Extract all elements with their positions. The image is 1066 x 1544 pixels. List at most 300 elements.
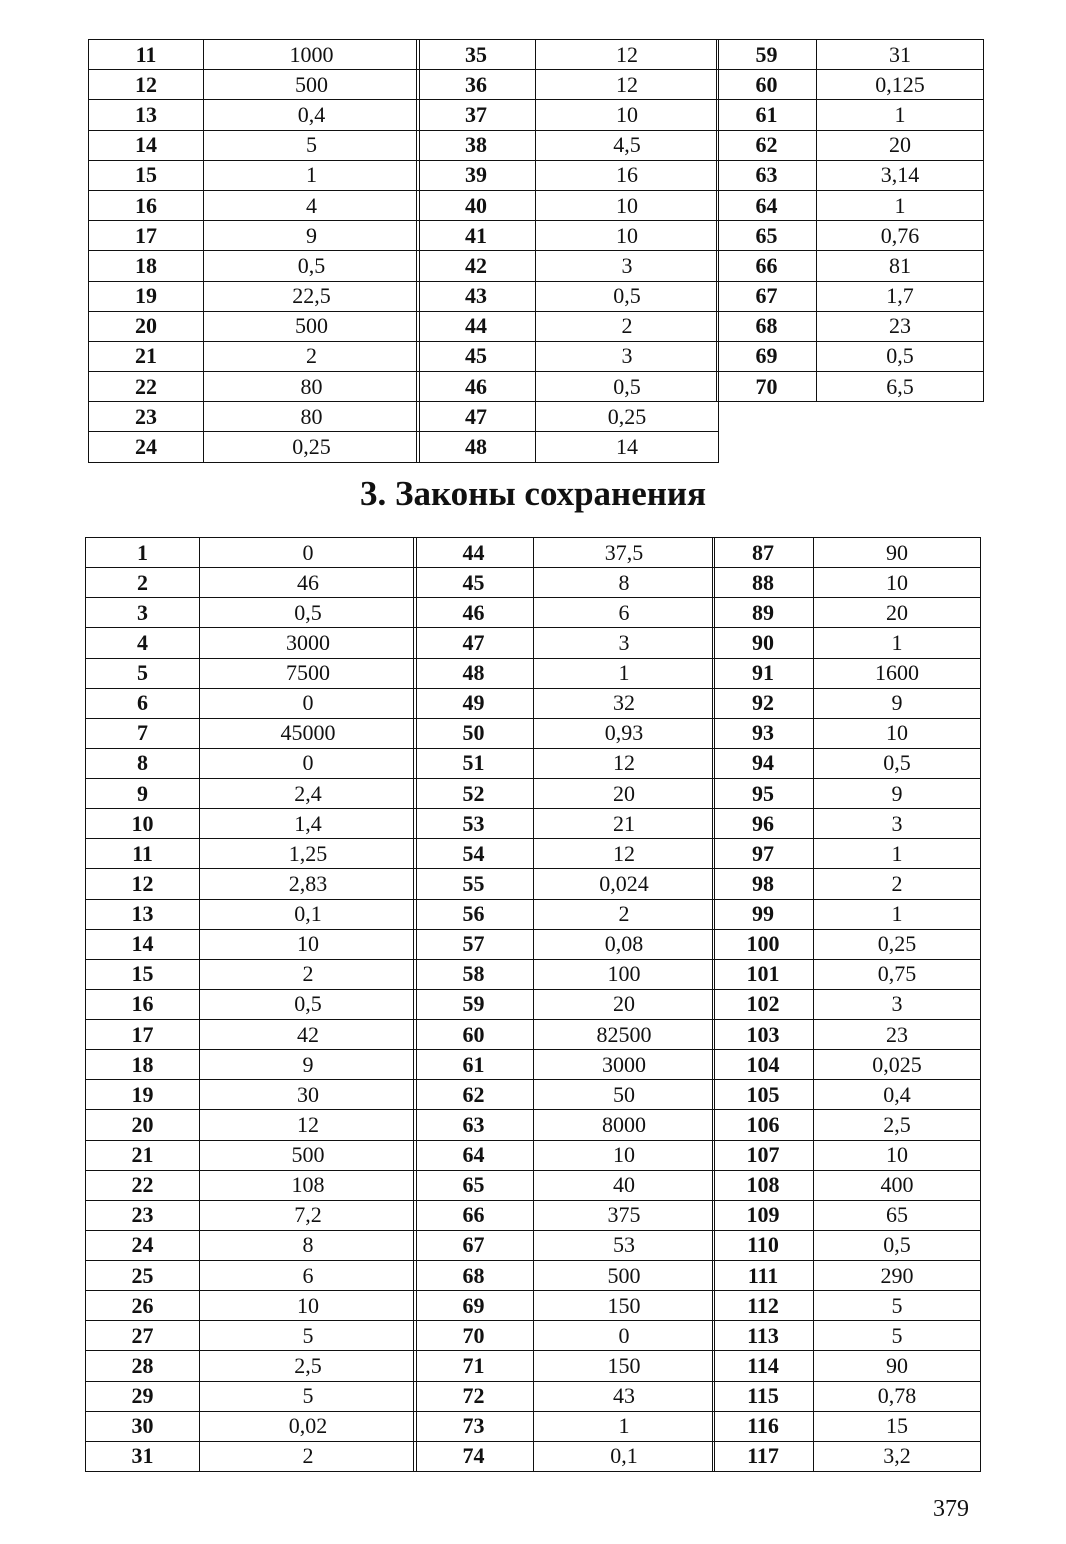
- problem-number: 40: [417, 190, 536, 220]
- answer-row: [86, 748, 417, 778]
- problem-number: 65: [717, 221, 817, 251]
- answer-value: 40: [534, 1170, 715, 1200]
- problem-number: 104: [713, 1050, 814, 1080]
- answer-row: [713, 1230, 981, 1260]
- answer-row: [89, 311, 420, 341]
- problem-number: 98: [713, 869, 814, 899]
- answer-row: [417, 281, 719, 311]
- problem-number: 56: [414, 899, 534, 929]
- answer-value: 1: [534, 658, 715, 688]
- answer-row: [86, 899, 417, 929]
- answer-row: [414, 1411, 715, 1441]
- problem-number: 59: [717, 40, 817, 70]
- problem-number: 73: [414, 1411, 534, 1441]
- answer-value: 3: [534, 628, 715, 658]
- problem-number: 60: [414, 1020, 534, 1050]
- answers-table: [88, 39, 420, 463]
- answer-value: 400: [814, 1170, 981, 1200]
- problem-number: 115: [713, 1381, 814, 1411]
- answer-row: [717, 70, 984, 100]
- answers-table: [85, 537, 417, 1472]
- problem-number: 114: [713, 1351, 814, 1381]
- answer-row: [86, 1441, 417, 1471]
- problem-number: 21: [89, 341, 204, 371]
- problem-number: 24: [86, 1230, 200, 1260]
- answer-row: [89, 341, 420, 371]
- problem-number: 14: [89, 130, 204, 160]
- answer-value: 80: [204, 402, 420, 432]
- problem-number: 89: [713, 598, 814, 628]
- answer-row: [713, 779, 981, 809]
- answer-value: 20: [534, 779, 715, 809]
- problem-number: 47: [414, 628, 534, 658]
- answer-value: 10: [814, 568, 981, 598]
- answer-value: 20: [814, 598, 981, 628]
- answer-row: [414, 1351, 715, 1381]
- problem-number: 66: [717, 251, 817, 281]
- answer-value: 2: [536, 311, 719, 341]
- previous-answers-column-2: [416, 39, 719, 463]
- answer-row: [89, 402, 420, 432]
- answer-value: 500: [204, 70, 420, 100]
- answer-row: [414, 989, 715, 1019]
- answer-row: [86, 598, 417, 628]
- answer-row: [89, 100, 420, 130]
- answer-row: [86, 1050, 417, 1080]
- answer-row: [417, 130, 719, 160]
- problem-number: 37: [417, 100, 536, 130]
- answer-value: 20: [817, 130, 984, 160]
- problem-number: 99: [713, 899, 814, 929]
- problem-number: 90: [713, 628, 814, 658]
- answer-value: 0,5: [204, 251, 420, 281]
- problem-number: 62: [717, 130, 817, 160]
- answer-value: 500: [200, 1140, 417, 1170]
- answer-row: [713, 1050, 981, 1080]
- answer-value: 4,5: [536, 130, 719, 160]
- problem-number: 29: [86, 1381, 200, 1411]
- answer-value: 14: [536, 432, 719, 462]
- problem-number: 69: [717, 341, 817, 371]
- answer-value: 42: [200, 1020, 417, 1050]
- problem-number: 108: [713, 1170, 814, 1200]
- answer-row: [414, 1080, 715, 1110]
- problem-number: 14: [86, 929, 200, 959]
- answer-value: 10: [814, 1140, 981, 1170]
- problem-number: 23: [89, 402, 204, 432]
- problem-number: 41: [417, 221, 536, 251]
- problem-number: 6: [86, 688, 200, 718]
- answer-value: 290: [814, 1261, 981, 1291]
- problem-number: 55: [414, 869, 534, 899]
- problem-number: 45: [417, 341, 536, 371]
- problem-number: 13: [89, 100, 204, 130]
- answer-value: 12: [534, 748, 715, 778]
- answer-row: [713, 899, 981, 929]
- answer-row: [86, 839, 417, 869]
- answer-row: [713, 1170, 981, 1200]
- answer-row: [86, 1381, 417, 1411]
- answer-row: [713, 1321, 981, 1351]
- problem-number: 45: [414, 568, 534, 598]
- answer-row: [86, 1200, 417, 1230]
- problem-number: 71: [414, 1351, 534, 1381]
- answer-row: [86, 688, 417, 718]
- answer-value: 2,5: [814, 1110, 981, 1140]
- answer-row: [86, 568, 417, 598]
- problem-number: 35: [417, 40, 536, 70]
- problem-number: 28: [86, 1351, 200, 1381]
- previous-answers-column-3: [716, 39, 984, 402]
- answer-row: [414, 1441, 715, 1471]
- answer-value: 30: [200, 1080, 417, 1110]
- answer-row: [86, 869, 417, 899]
- problem-number: 67: [717, 281, 817, 311]
- answer-value: 3000: [534, 1050, 715, 1080]
- problem-number: 18: [89, 251, 204, 281]
- answer-value: 0,024: [534, 869, 715, 899]
- answer-row: [414, 1261, 715, 1291]
- answer-value: 8: [200, 1230, 417, 1260]
- answer-value: 2: [814, 869, 981, 899]
- answer-value: 45000: [200, 718, 417, 748]
- problem-number: 2: [86, 568, 200, 598]
- problem-number: 60: [717, 70, 817, 100]
- answer-value: 1: [814, 899, 981, 929]
- answer-value: 0: [534, 1321, 715, 1351]
- problem-number: 31: [86, 1441, 200, 1471]
- answer-row: [713, 989, 981, 1019]
- answer-value: 0,125: [817, 70, 984, 100]
- answer-value: 3000: [200, 628, 417, 658]
- answer-row: [417, 432, 719, 462]
- problem-number: 70: [414, 1321, 534, 1351]
- problem-number: 64: [717, 190, 817, 220]
- problem-number: 109: [713, 1200, 814, 1230]
- answer-value: 12: [200, 1110, 417, 1140]
- answer-value: 10: [536, 100, 719, 130]
- problem-number: 20: [89, 311, 204, 341]
- answer-row: [713, 1291, 981, 1321]
- answer-row: [713, 748, 981, 778]
- answer-value: 8000: [534, 1110, 715, 1140]
- answer-value: 0,5: [536, 372, 719, 402]
- answer-row: [414, 779, 715, 809]
- answer-value: 1600: [814, 658, 981, 688]
- answer-value: 0,4: [204, 100, 420, 130]
- answer-row: [86, 628, 417, 658]
- problem-number: 68: [414, 1261, 534, 1291]
- problem-number: 8: [86, 748, 200, 778]
- problem-number: 110: [713, 1230, 814, 1260]
- answer-value: 8: [534, 568, 715, 598]
- answer-value: 10: [814, 718, 981, 748]
- answer-value: 90: [814, 538, 981, 568]
- answer-row: [86, 1261, 417, 1291]
- answer-value: 3,2: [814, 1441, 981, 1471]
- answer-row: [417, 341, 719, 371]
- problem-number: 103: [713, 1020, 814, 1050]
- answer-value: 6: [534, 598, 715, 628]
- answers-table: [712, 537, 981, 1472]
- answer-row: [414, 658, 715, 688]
- problem-number: 30: [86, 1411, 200, 1441]
- answer-row: [713, 1140, 981, 1170]
- answer-value: 5: [204, 130, 420, 160]
- answer-value: 10: [534, 1140, 715, 1170]
- answer-row: [86, 718, 417, 748]
- answer-row: [713, 1381, 981, 1411]
- answer-value: 6: [200, 1261, 417, 1291]
- answer-row: [89, 160, 420, 190]
- answer-value: 3: [814, 809, 981, 839]
- problem-number: 27: [86, 1321, 200, 1351]
- problem-number: 19: [86, 1080, 200, 1110]
- problem-number: 23: [86, 1200, 200, 1230]
- answer-row: [414, 899, 715, 929]
- problem-number: 38: [417, 130, 536, 160]
- conservation-answers-column-3: [712, 537, 981, 1472]
- answer-row: [717, 40, 984, 70]
- problem-number: 61: [414, 1050, 534, 1080]
- answer-row: [414, 1110, 715, 1140]
- answer-value: 9: [814, 688, 981, 718]
- answer-value: 0: [200, 538, 417, 568]
- problem-number: 95: [713, 779, 814, 809]
- answer-value: 65: [814, 1200, 981, 1230]
- problem-number: 4: [86, 628, 200, 658]
- problem-number: 69: [414, 1291, 534, 1321]
- answer-row: [89, 372, 420, 402]
- problem-number: 11: [86, 839, 200, 869]
- answer-value: 0,5: [814, 748, 981, 778]
- problem-number: 61: [717, 100, 817, 130]
- answer-row: [414, 1050, 715, 1080]
- problem-number: 87: [713, 538, 814, 568]
- answer-value: 500: [534, 1261, 715, 1291]
- answer-row: [713, 1441, 981, 1471]
- previous-answers-column-1: [88, 39, 420, 463]
- answer-row: [717, 372, 984, 402]
- answer-row: [89, 251, 420, 281]
- answer-value: 2: [200, 959, 417, 989]
- problem-number: 20: [86, 1110, 200, 1140]
- answer-value: 0,5: [200, 989, 417, 1019]
- answer-row: [89, 281, 420, 311]
- answer-row: [717, 281, 984, 311]
- answer-value: 3: [536, 341, 719, 371]
- problem-number: 64: [414, 1140, 534, 1170]
- answer-row: [713, 959, 981, 989]
- answer-value: 32: [534, 688, 715, 718]
- answer-value: 150: [534, 1291, 715, 1321]
- problem-number: 106: [713, 1110, 814, 1140]
- answer-value: 53: [534, 1230, 715, 1260]
- problem-number: 15: [86, 959, 200, 989]
- answer-value: 1,4: [200, 809, 417, 839]
- answer-row: [417, 251, 719, 281]
- answer-row: [86, 1230, 417, 1260]
- answer-row: [86, 658, 417, 688]
- answer-value: 12: [534, 839, 715, 869]
- answer-row: [414, 809, 715, 839]
- problem-number: 97: [713, 839, 814, 869]
- answer-row: [414, 748, 715, 778]
- problem-number: 51: [414, 748, 534, 778]
- answers-table: [416, 39, 719, 463]
- answers-table: [413, 537, 715, 1472]
- problem-number: 116: [713, 1411, 814, 1441]
- answer-row: [417, 311, 719, 341]
- answer-row: [417, 100, 719, 130]
- problem-number: 48: [417, 432, 536, 462]
- answer-row: [417, 372, 719, 402]
- problem-number: 92: [713, 688, 814, 718]
- answer-row: [89, 130, 420, 160]
- problem-number: 102: [713, 989, 814, 1019]
- answer-row: [713, 1200, 981, 1230]
- page-number: 379: [933, 1496, 969, 1522]
- answer-row: [713, 1110, 981, 1140]
- answer-value: 43: [534, 1381, 715, 1411]
- problem-number: 24: [89, 432, 204, 462]
- answer-row: [414, 1230, 715, 1260]
- answer-row: [717, 251, 984, 281]
- answer-row: [713, 538, 981, 568]
- answer-value: 5: [814, 1291, 981, 1321]
- answer-value: 1: [814, 628, 981, 658]
- answer-row: [713, 1261, 981, 1291]
- answer-row: [86, 1321, 417, 1351]
- problem-number: 25: [86, 1261, 200, 1291]
- problem-number: 113: [713, 1321, 814, 1351]
- answer-row: [86, 959, 417, 989]
- problem-number: 13: [86, 899, 200, 929]
- answer-value: 5: [200, 1321, 417, 1351]
- answer-value: 0,025: [814, 1050, 981, 1080]
- problem-number: 72: [414, 1381, 534, 1411]
- answer-row: [713, 869, 981, 899]
- problem-number: 93: [713, 718, 814, 748]
- answer-row: [86, 989, 417, 1019]
- answer-row: [86, 809, 417, 839]
- problem-number: 10: [86, 809, 200, 839]
- answer-value: 1: [817, 190, 984, 220]
- problem-number: 100: [713, 929, 814, 959]
- section-title: 3. Законы сохранения: [359, 474, 707, 513]
- answer-row: [713, 1411, 981, 1441]
- answer-value: 0: [200, 688, 417, 718]
- problem-number: 17: [86, 1020, 200, 1050]
- answer-row: [713, 568, 981, 598]
- answer-row: [86, 1140, 417, 1170]
- answer-row: [89, 221, 420, 251]
- answer-row: [717, 190, 984, 220]
- answer-value: 1: [814, 839, 981, 869]
- problem-number: 26: [86, 1291, 200, 1321]
- answer-row: [717, 100, 984, 130]
- answer-value: 9: [814, 779, 981, 809]
- problem-number: 88: [713, 568, 814, 598]
- problem-number: 63: [717, 160, 817, 190]
- problem-number: 39: [417, 160, 536, 190]
- answer-row: [414, 1291, 715, 1321]
- answer-value: 0,93: [534, 718, 715, 748]
- answer-row: [713, 718, 981, 748]
- problem-number: 11: [89, 40, 204, 70]
- answer-value: 0,25: [204, 432, 420, 462]
- answer-value: 375: [534, 1200, 715, 1230]
- answers-table: [716, 39, 984, 402]
- answer-value: 22,5: [204, 281, 420, 311]
- answer-value: 1: [204, 160, 420, 190]
- problem-number: 44: [414, 538, 534, 568]
- problem-number: 63: [414, 1110, 534, 1140]
- problem-number: 46: [417, 372, 536, 402]
- answer-row: [713, 1020, 981, 1050]
- answer-row: [414, 598, 715, 628]
- answer-value: 9: [200, 1050, 417, 1080]
- problem-number: 22: [89, 372, 204, 402]
- answer-row: [417, 190, 719, 220]
- answer-row: [89, 40, 420, 70]
- answer-value: 10: [536, 190, 719, 220]
- answer-row: [713, 809, 981, 839]
- answer-row: [417, 160, 719, 190]
- answer-value: 46: [200, 568, 417, 598]
- problem-number: 70: [717, 372, 817, 402]
- answer-row: [713, 1351, 981, 1381]
- answer-row: [414, 718, 715, 748]
- answer-row: [414, 839, 715, 869]
- answer-row: [414, 1020, 715, 1050]
- answer-row: [86, 929, 417, 959]
- answer-value: 3: [536, 251, 719, 281]
- answer-value: 12: [536, 40, 719, 70]
- answer-value: 23: [817, 311, 984, 341]
- answer-value: 100: [534, 959, 715, 989]
- problem-number: 68: [717, 311, 817, 341]
- answer-value: 2,4: [200, 779, 417, 809]
- answer-row: [89, 70, 420, 100]
- problem-number: 67: [414, 1230, 534, 1260]
- answer-value: 0,1: [534, 1441, 715, 1471]
- answer-value: 0: [200, 748, 417, 778]
- answer-value: 82500: [534, 1020, 715, 1050]
- answer-value: 37,5: [534, 538, 715, 568]
- answer-value: 1: [534, 1411, 715, 1441]
- answer-value: 0,5: [200, 598, 417, 628]
- problem-number: 52: [414, 779, 534, 809]
- answer-row: [414, 1140, 715, 1170]
- answer-row: [417, 70, 719, 100]
- answer-value: 1000: [204, 40, 420, 70]
- answer-row: [414, 959, 715, 989]
- answer-row: [86, 1411, 417, 1441]
- problem-number: 74: [414, 1441, 534, 1471]
- problem-number: 7: [86, 718, 200, 748]
- problem-number: 21: [86, 1140, 200, 1170]
- problem-number: 12: [86, 869, 200, 899]
- answer-value: 80: [204, 372, 420, 402]
- problem-number: 12: [89, 70, 204, 100]
- problem-number: 43: [417, 281, 536, 311]
- answer-value: 2,83: [200, 869, 417, 899]
- answer-value: 2: [204, 341, 420, 371]
- answer-row: [713, 839, 981, 869]
- answer-value: 6,5: [817, 372, 984, 402]
- answer-row: [717, 160, 984, 190]
